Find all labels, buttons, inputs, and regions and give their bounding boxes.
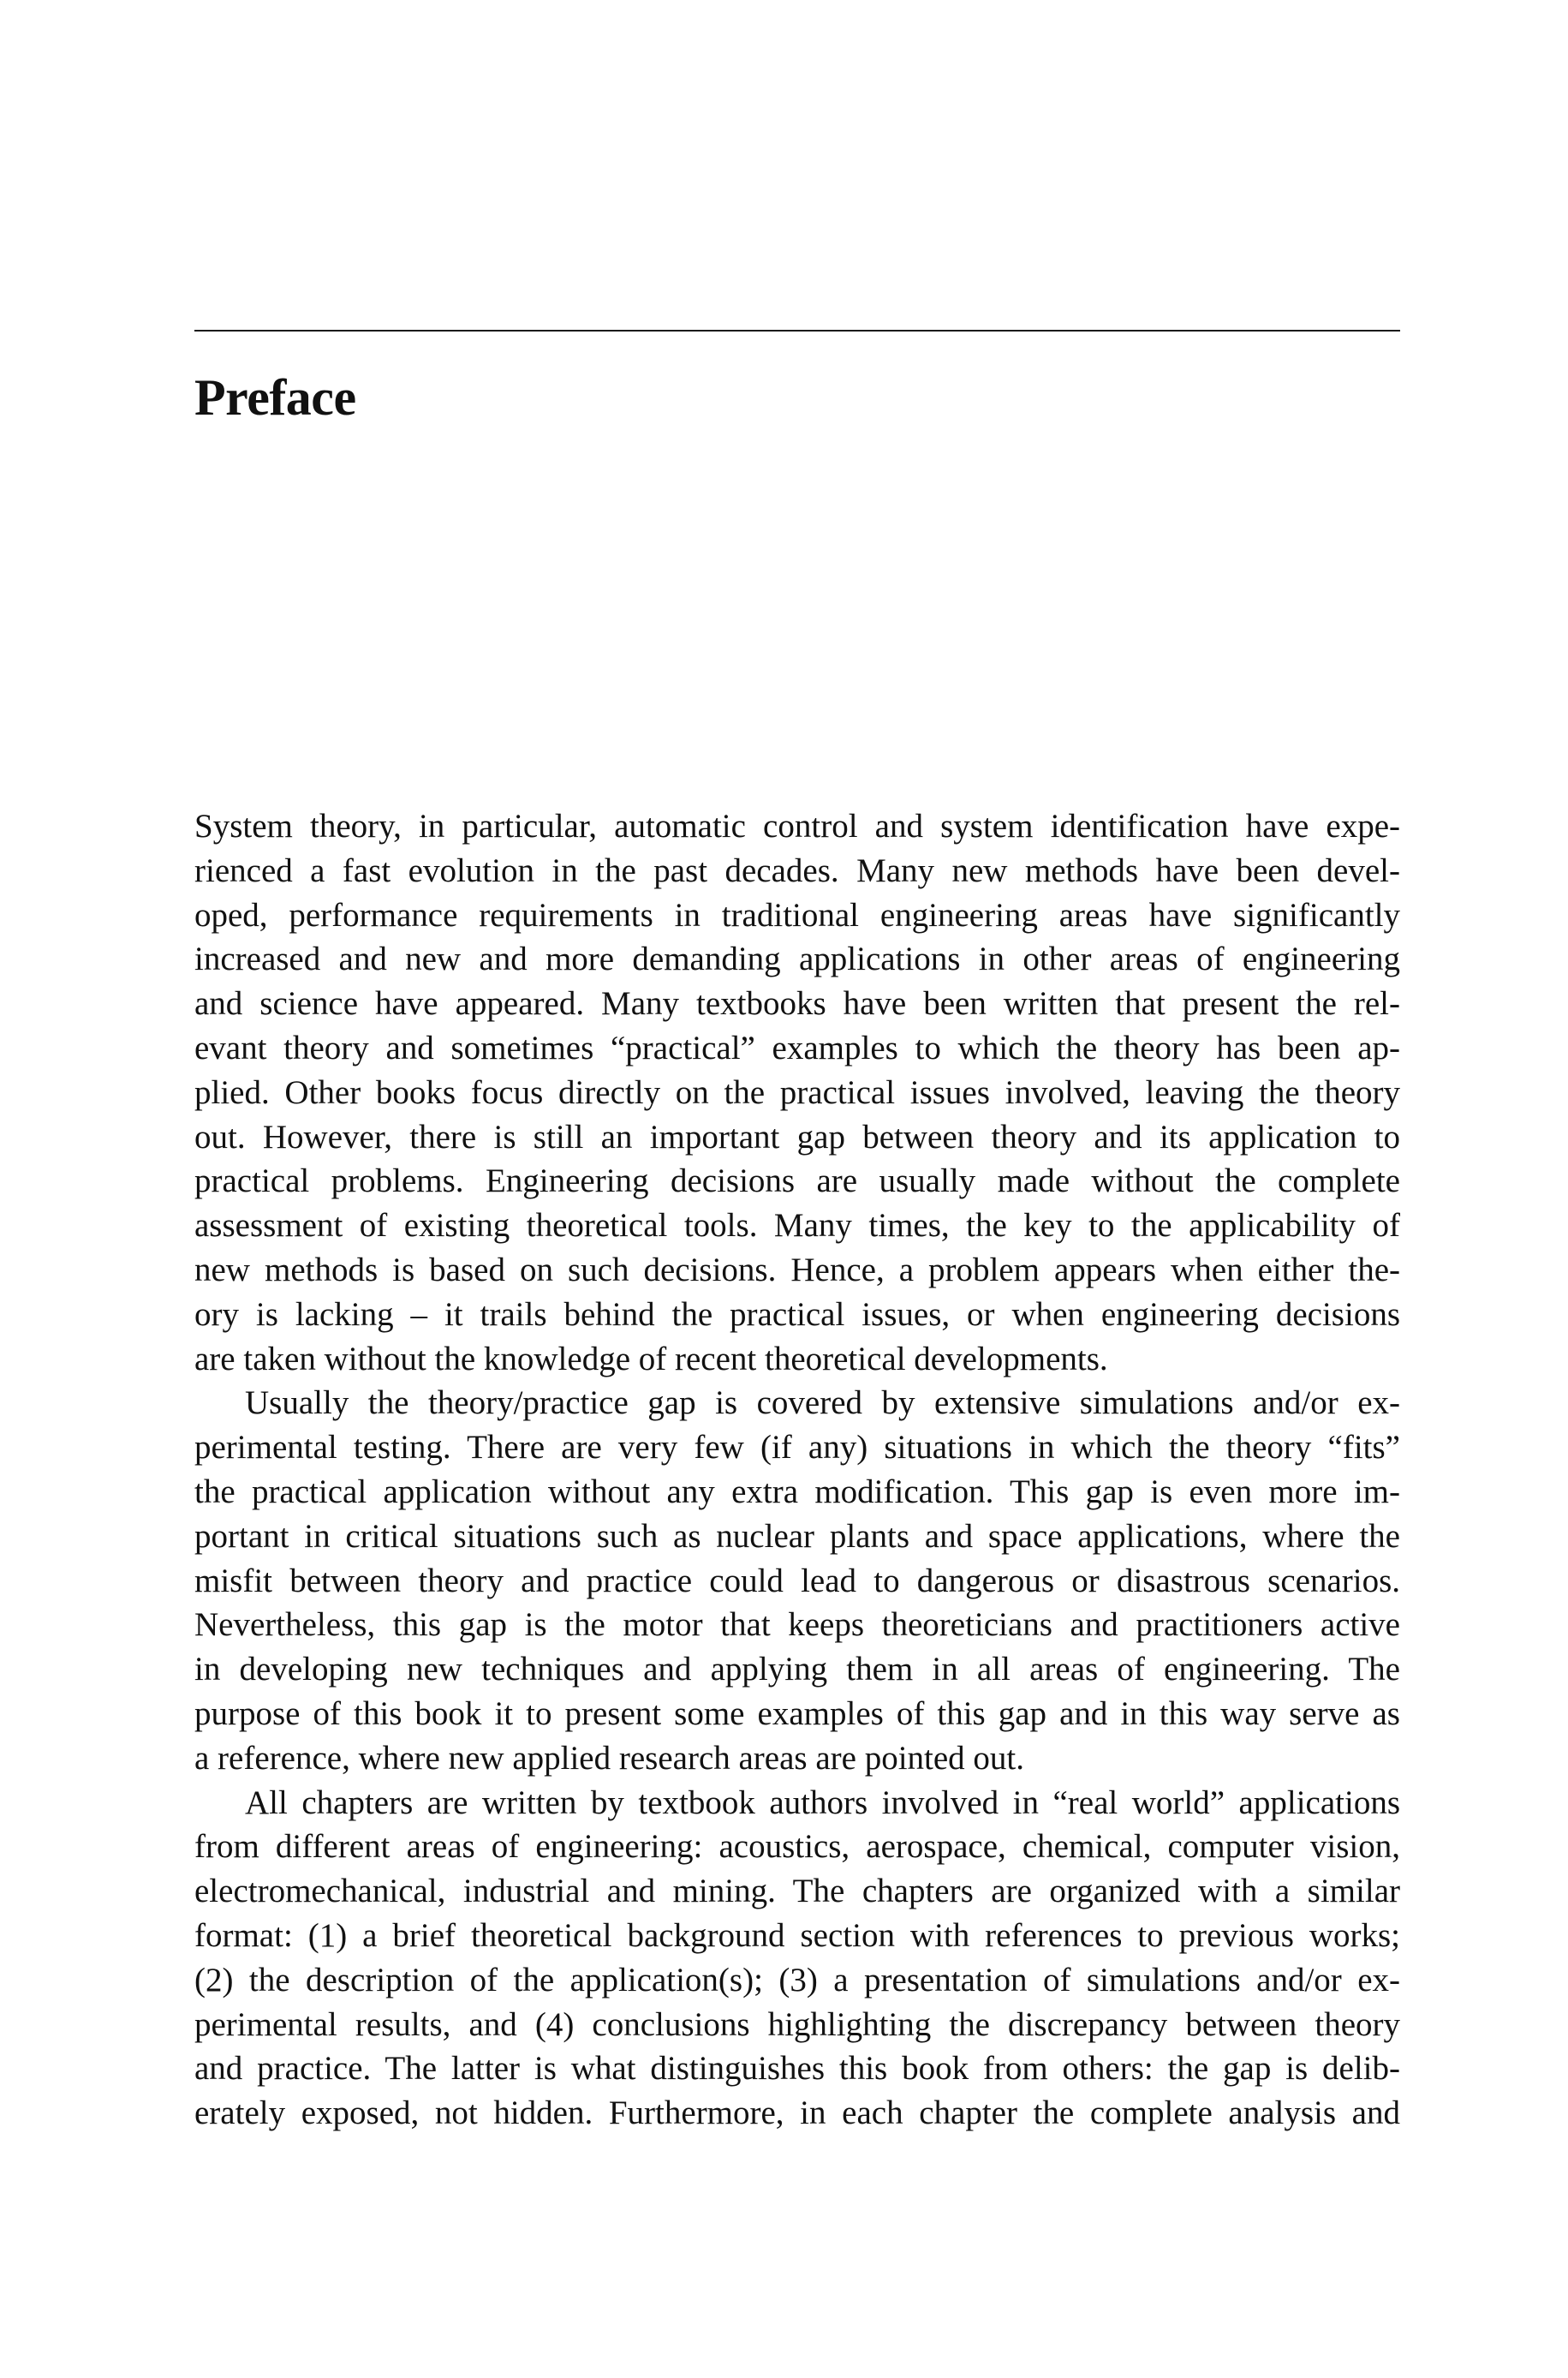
chapter-title-rule bbox=[194, 330, 1400, 332]
text-line: portant in critical situations such as nuclear plants and space applications, where the bbox=[194, 1517, 1400, 1555]
paragraph-2 bbox=[194, 1381, 1400, 1780]
text-line: a reference, where new applied research areas are pointed out. bbox=[194, 1739, 1025, 1777]
paragraph-1 bbox=[194, 804, 1400, 1381]
text-line: increased and new and more demanding applications in other areas of engineering bbox=[194, 941, 1400, 978]
text-line: rienced a fast evolution in the past decades. Many new methods have been devel- bbox=[194, 851, 1400, 889]
text-line: format: (1) a brief theoretical background section with references to previous works; bbox=[194, 1916, 1400, 1954]
text-line: Nevertheless, this gap is the motor that keeps theoreticians and practitioners active bbox=[194, 1606, 1400, 1644]
text-line: perimental testing. There are very few (if any) situations in which the theory “fits” bbox=[194, 1429, 1400, 1467]
text-line: Usually the theory/practice gap is covered by extensive simulations and/or ex- bbox=[245, 1384, 1400, 1422]
text-line: practical problems. Engineering decisions are usually made without the complete bbox=[194, 1162, 1400, 1200]
paragraph-3 bbox=[194, 1781, 1400, 2136]
text-line: perimental results, and (4) conclusions highlighting the discrepancy between theory bbox=[194, 2005, 1400, 2043]
text-line: All chapters are written by textbook authors involved in “real world” applications bbox=[245, 1784, 1400, 1821]
text-line: and practice. The latter is what distinguishes this book from others: the gap is delib- bbox=[194, 2050, 1400, 2088]
text-line: erately exposed, not hidden. Furthermore, in each chapter the complete analysis and bbox=[194, 2094, 1400, 2132]
text-line: purpose of this book it to present some examples of this gap and in this way serve as bbox=[194, 1694, 1400, 1732]
text-line: plied. Other books focus directly on the practical issues involved, leaving the theory bbox=[194, 1073, 1400, 1111]
text-line: from different areas of engineering: acoustics, aerospace, chemical, computer vision, bbox=[194, 1828, 1400, 1866]
text-line: misfit between theory and practice could lead to dangerous or disastrous scenarios. bbox=[194, 1562, 1400, 1599]
text-line: new methods is based on such decisions. Hence, a problem appears when either the- bbox=[194, 1251, 1400, 1288]
text-line: out. However, there is still an important gap between theory and its application to bbox=[194, 1118, 1400, 1156]
text-line: are taken without the knowledge of recent theoretical developments. bbox=[194, 1340, 1108, 1377]
preface-body bbox=[194, 804, 1400, 2136]
page-title: Preface bbox=[194, 369, 356, 426]
text-line: in developing new techniques and applying them in all areas of engineering. The bbox=[194, 1651, 1400, 1688]
text-line: ory is lacking – it trails behind the practical issues, or when engineering decisions bbox=[194, 1295, 1400, 1333]
text-line: and science have appeared. Many textbooks have been written that present the rel- bbox=[194, 985, 1400, 1023]
text-line: evant theory and sometimes “practical” examples to which the theory has been ap- bbox=[194, 1029, 1400, 1067]
text-line: oped, performance requirements in traditional engineering areas have significantly bbox=[194, 896, 1400, 934]
text-line: assessment of existing theoretical tools. Many times, the key to the applicability of bbox=[194, 1207, 1400, 1245]
text-line: electromechanical, industrial and mining. The chapters are organized with a similar bbox=[194, 1873, 1400, 1910]
text-line: (2) the description of the application(s); (3) a presentation of simulations and/or ex- bbox=[194, 1961, 1400, 1999]
text-line: System theory, in particular, automatic control and system identification have expe- bbox=[194, 808, 1400, 845]
text-line: the practical application without any extra modification. This gap is even more im- bbox=[194, 1473, 1400, 1510]
